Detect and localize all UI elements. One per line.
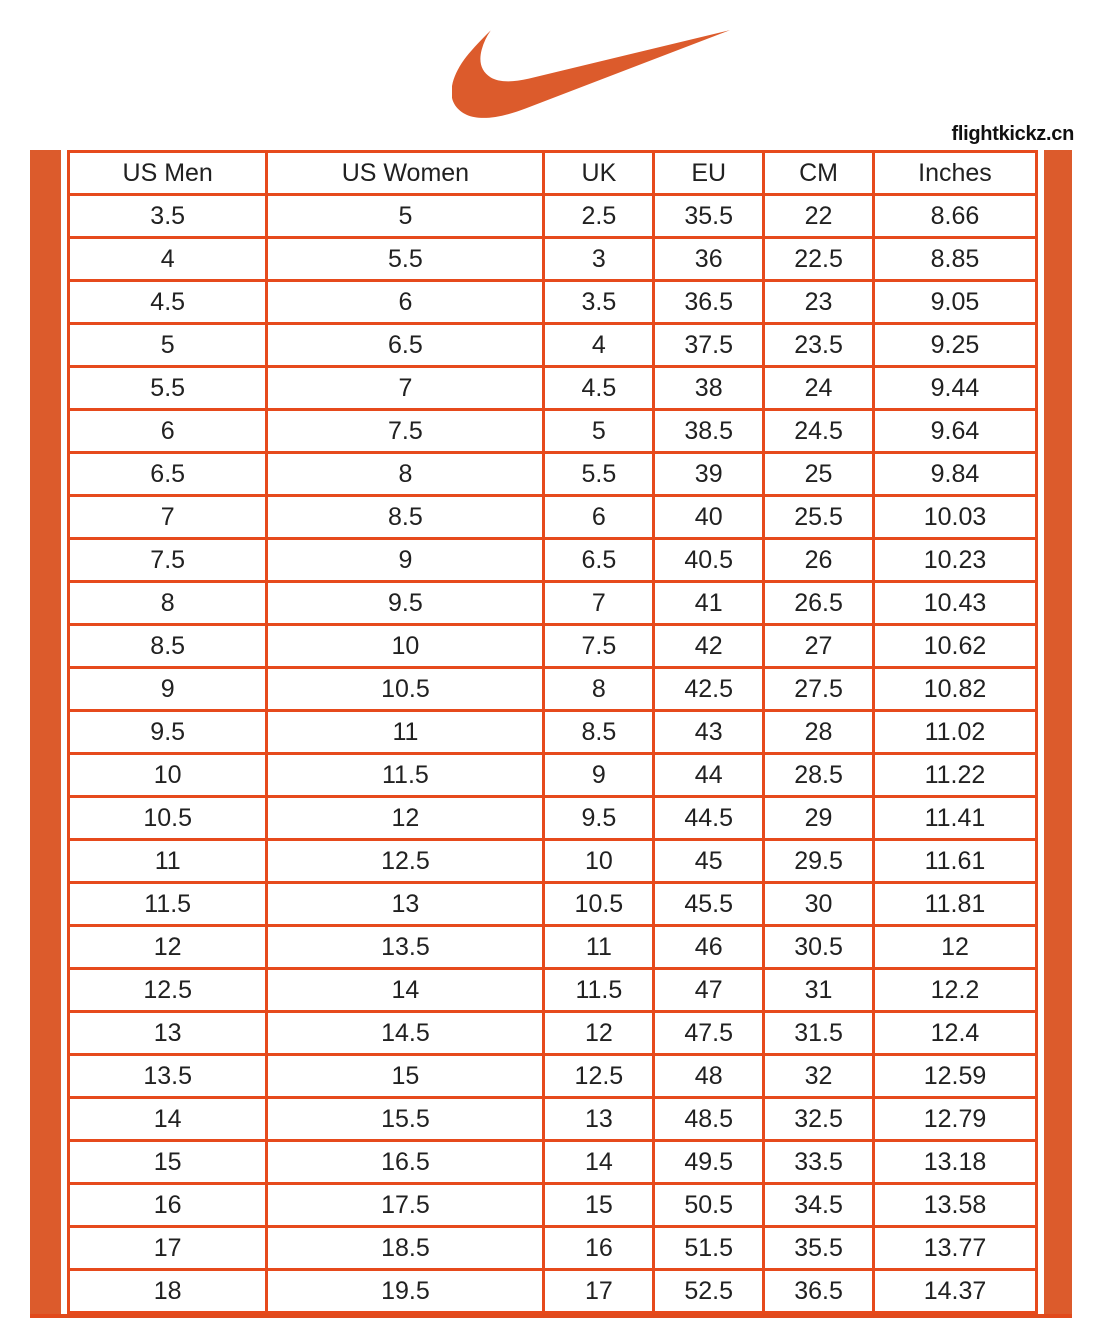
size-cell: 4.5 [544,367,654,410]
size-cell: 43 [654,711,764,754]
size-cell: 30.5 [764,926,874,969]
size-cell: 37.5 [654,324,764,367]
size-cell: 6.5 [544,539,654,582]
size-cell: 30 [764,883,874,926]
table-row [69,1270,1037,1313]
size-cell: 14 [69,1098,267,1141]
size-cell: 27 [764,625,874,668]
table-header [69,152,1037,195]
table-row [69,1098,1037,1141]
size-cell: 45 [654,840,764,883]
size-cell: 24.5 [764,410,874,453]
size-cell: 5.5 [267,238,544,281]
size-cell: 29 [764,797,874,840]
size-cell: 12 [544,1012,654,1055]
size-cell: 7 [69,496,267,539]
size-cell: 7.5 [267,410,544,453]
size-cell: 8.85 [873,238,1036,281]
table-row [69,1141,1037,1184]
size-cell: 42.5 [654,668,764,711]
size-cell: 3.5 [69,195,267,238]
size-cell: 10.23 [873,539,1036,582]
size-cell: 3.5 [544,281,654,324]
size-cell: 47.5 [654,1012,764,1055]
size-cell: 9.5 [544,797,654,840]
size-cell: 9 [544,754,654,797]
size-cell: 11.22 [873,754,1036,797]
size-chart-frame [30,150,1072,1318]
table-row [69,281,1037,324]
size-cell: 8.5 [544,711,654,754]
size-cell: 10.5 [69,797,267,840]
table-row [69,195,1037,238]
size-cell: 9.05 [873,281,1036,324]
size-cell: 40 [654,496,764,539]
size-cell: 38 [654,367,764,410]
size-cell: 9.5 [267,582,544,625]
size-cell: 10 [69,754,267,797]
size-cell: 51.5 [654,1227,764,1270]
size-cell: 18 [69,1270,267,1313]
size-cell: 9.64 [873,410,1036,453]
size-cell: 13 [544,1098,654,1141]
size-cell: 15 [267,1055,544,1098]
size-cell: 12.79 [873,1098,1036,1141]
size-cell: 36.5 [764,1270,874,1313]
size-cell: 50.5 [654,1184,764,1227]
table-row [69,367,1037,410]
column-header-eu: EU [654,152,764,195]
table-row [69,840,1037,883]
size-cell: 8.66 [873,195,1036,238]
size-cell: 44.5 [654,797,764,840]
table-row [69,754,1037,797]
size-cell: 9.84 [873,453,1036,496]
column-header-inches: Inches [873,152,1036,195]
size-cell: 7.5 [544,625,654,668]
size-cell: 11.5 [69,883,267,926]
size-cell: 28 [764,711,874,754]
size-cell: 10.62 [873,625,1036,668]
size-cell: 10.43 [873,582,1036,625]
size-cell: 8.5 [69,625,267,668]
size-cell: 13.77 [873,1227,1036,1270]
size-cell: 23 [764,281,874,324]
size-cell: 14.37 [873,1270,1036,1313]
size-cell: 11 [544,926,654,969]
size-cell: 17 [544,1270,654,1313]
table-row [69,883,1037,926]
size-cell: 6 [544,496,654,539]
size-cell: 7 [267,367,544,410]
size-cell: 8 [544,668,654,711]
size-cell: 42 [654,625,764,668]
size-cell: 11.61 [873,840,1036,883]
size-cell: 32 [764,1055,874,1098]
size-cell: 28.5 [764,754,874,797]
frame-left-bar [30,150,61,1314]
size-cell: 22.5 [764,238,874,281]
size-cell: 14 [267,969,544,1012]
size-cell: 27.5 [764,668,874,711]
table-row [69,539,1037,582]
size-cell: 5 [544,410,654,453]
size-cell: 11 [69,840,267,883]
size-cell: 25.5 [764,496,874,539]
size-cell: 32.5 [764,1098,874,1141]
size-cell: 39 [654,453,764,496]
frame-right-bar [1044,150,1072,1314]
size-cell: 5 [267,195,544,238]
size-cell: 45.5 [654,883,764,926]
size-cell: 10.5 [544,883,654,926]
size-cell: 14 [544,1141,654,1184]
table-row [69,1012,1037,1055]
table-row [69,238,1037,281]
size-cell: 13.5 [267,926,544,969]
size-cell: 52.5 [654,1270,764,1313]
size-cell: 12.4 [873,1012,1036,1055]
size-cell: 4.5 [69,281,267,324]
table-row [69,668,1037,711]
size-cell: 33.5 [764,1141,874,1184]
size-cell: 40.5 [654,539,764,582]
size-cell: 11.81 [873,883,1036,926]
table-row [69,496,1037,539]
table-row [69,797,1037,840]
size-cell: 12 [267,797,544,840]
size-cell: 11.41 [873,797,1036,840]
size-cell: 41 [654,582,764,625]
size-cell: 15.5 [267,1098,544,1141]
table-row [69,1184,1037,1227]
size-cell: 13.5 [69,1055,267,1098]
page-header [0,0,1100,150]
column-header-us-women: US Women [267,152,544,195]
size-cell: 35.5 [654,195,764,238]
table-row [69,1227,1037,1270]
size-cell: 47 [654,969,764,1012]
size-cell: 25 [764,453,874,496]
size-cell: 11.02 [873,711,1036,754]
table-row [69,453,1037,496]
size-cell: 10.03 [873,496,1036,539]
nike-swoosh-icon [452,28,730,120]
size-cell: 6.5 [267,324,544,367]
size-cell: 26 [764,539,874,582]
size-cell: 9 [69,668,267,711]
size-cell: 12 [873,926,1036,969]
size-cell: 8 [69,582,267,625]
header-row [69,152,1037,195]
size-cell: 16 [69,1184,267,1227]
size-chart-body [69,195,1037,1313]
size-cell: 35.5 [764,1227,874,1270]
size-cell: 48.5 [654,1098,764,1141]
size-cell: 8 [267,453,544,496]
size-cell: 13.58 [873,1184,1036,1227]
size-cell: 34.5 [764,1184,874,1227]
size-cell: 17 [69,1227,267,1270]
table-row [69,1055,1037,1098]
size-cell: 16 [544,1227,654,1270]
size-cell: 9.25 [873,324,1036,367]
size-cell: 36 [654,238,764,281]
size-cell: 22 [764,195,874,238]
size-cell: 13 [267,883,544,926]
table-row [69,582,1037,625]
size-cell: 19.5 [267,1270,544,1313]
size-cell: 48 [654,1055,764,1098]
size-cell: 4 [69,238,267,281]
size-cell: 9 [267,539,544,582]
size-cell: 10 [544,840,654,883]
size-cell: 13.18 [873,1141,1036,1184]
size-cell: 9.5 [69,711,267,754]
size-cell: 5.5 [544,453,654,496]
size-cell: 8.5 [267,496,544,539]
size-cell: 12 [69,926,267,969]
size-cell: 7 [544,582,654,625]
size-cell: 46 [654,926,764,969]
column-header-cm: CM [764,152,874,195]
table-row [69,324,1037,367]
table-row [69,969,1037,1012]
size-chart-table [67,150,1038,1314]
size-cell: 13 [69,1012,267,1055]
size-cell: 16.5 [267,1141,544,1184]
size-cell: 49.5 [654,1141,764,1184]
column-header-us-men: US Men [69,152,267,195]
size-cell: 12.59 [873,1055,1036,1098]
size-cell: 6 [267,281,544,324]
size-cell: 38.5 [654,410,764,453]
size-cell: 24 [764,367,874,410]
size-cell: 15 [544,1184,654,1227]
size-cell: 6 [69,410,267,453]
size-cell: 11.5 [544,969,654,1012]
website-text: flightkickz.cn [951,123,1074,145]
table-row [69,926,1037,969]
size-cell: 3 [544,238,654,281]
size-cell: 12.5 [267,840,544,883]
size-cell: 31 [764,969,874,1012]
size-cell: 6.5 [69,453,267,496]
table-row [69,625,1037,668]
size-cell: 29.5 [764,840,874,883]
size-cell: 2.5 [544,195,654,238]
size-cell: 44 [654,754,764,797]
size-cell: 36.5 [654,281,764,324]
size-cell: 14.5 [267,1012,544,1055]
size-cell: 5.5 [69,367,267,410]
size-cell: 12.5 [69,969,267,1012]
size-cell: 31.5 [764,1012,874,1055]
size-cell: 26.5 [764,582,874,625]
table-row [69,410,1037,453]
table-row [69,711,1037,754]
size-cell: 23.5 [764,324,874,367]
size-cell: 7.5 [69,539,267,582]
size-cell: 11.5 [267,754,544,797]
size-cell: 17.5 [267,1184,544,1227]
size-cell: 11 [267,711,544,754]
size-cell: 12.5 [544,1055,654,1098]
size-cell: 10.82 [873,668,1036,711]
size-cell: 15 [69,1141,267,1184]
size-cell: 10 [267,625,544,668]
size-cell: 12.2 [873,969,1036,1012]
column-header-uk: UK [544,152,654,195]
size-cell: 18.5 [267,1227,544,1270]
size-cell: 4 [544,324,654,367]
size-cell: 5 [69,324,267,367]
size-cell: 9.44 [873,367,1036,410]
size-cell: 10.5 [267,668,544,711]
